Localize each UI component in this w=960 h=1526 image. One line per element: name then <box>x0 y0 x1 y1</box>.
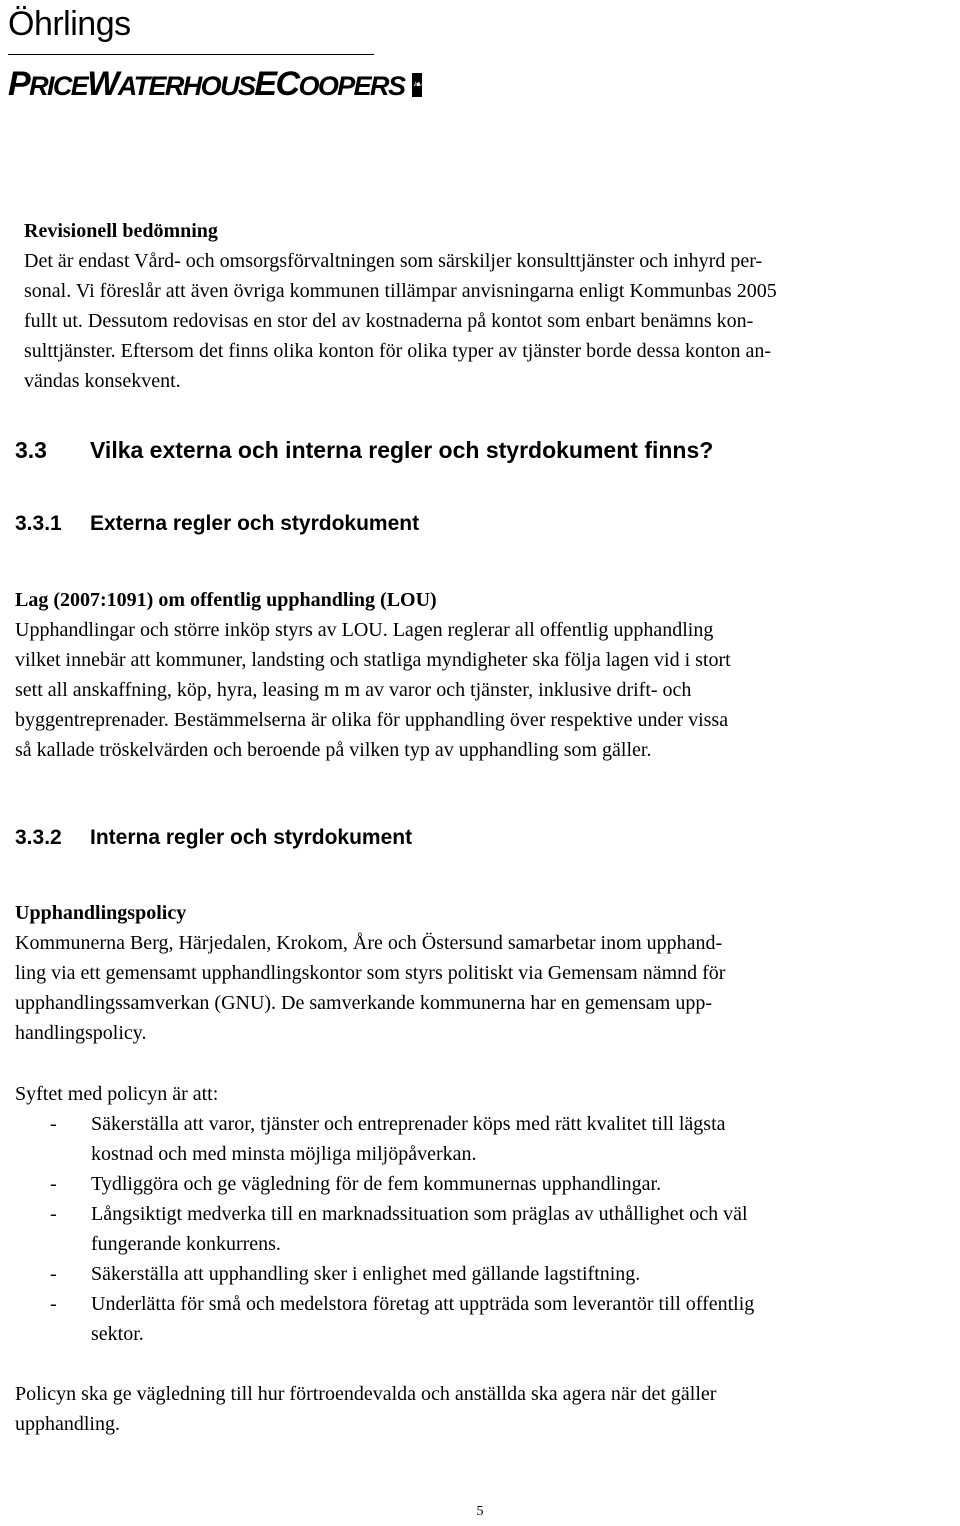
policy-section <box>15 898 915 1048</box>
list-dash: - <box>50 1203 57 1225</box>
list-item-line: Säkerställa att upphandling sker i enlighet med gällande lagstiftning. <box>91 1263 641 1285</box>
list-item-line: sektor. <box>91 1323 144 1345</box>
law-heading: Lag (2007:1091) om offentlig upphandling (LOU) <box>15 589 437 611</box>
policy-line: ling via ett gemensamt upphandlingskontor som styrs politiskt via Gemensam nämnd för <box>15 962 726 984</box>
lou-line: sett all anskaffning, köp, hyra, leasing m m av varor och tjänster, inklusive drift- och <box>15 679 692 701</box>
list-dash: - <box>50 1293 57 1315</box>
pwc-mark-icon: ❧ <box>412 73 421 97</box>
section-3-3-heading <box>15 437 713 464</box>
list-item-line: fungerande konkurrens. <box>91 1233 281 1255</box>
list-item <box>15 1169 915 1199</box>
pwc-logo-text: PRICEWATERHOUSECOOPERS <box>8 65 405 103</box>
policy-line: handlingspolicy. <box>15 1022 147 1044</box>
closing-line: Policyn ska ge vägledning till hur förtroendevalda och anställda ska agera när det gäller <box>15 1383 717 1405</box>
lou-line: så kallade tröskelvärden och beroende på vilken typ av upphandling som gäller. <box>15 739 652 761</box>
list-item-line: Säkerställa att varor, tjänster och entreprenader köps med rätt kvalitet till lägsta <box>91 1113 726 1135</box>
list-item-line: Långsiktigt medverka till en marknadssituation som präglas av uthållighet och väl <box>91 1203 748 1225</box>
page-number: 5 <box>476 1504 484 1519</box>
assessment-line: sulttjänster. Eftersom det finns olika konton för olika typer av tjänster borde dessa konton an- <box>24 340 772 362</box>
list-item <box>15 1259 915 1289</box>
purpose-list <box>15 1109 915 1349</box>
section-number: 3.3 <box>15 437 47 463</box>
section-3-3-1-heading <box>15 512 419 536</box>
policy-line: upphandlingssamverkan (GNU). De samverkande kommunerna har en gemensam upp- <box>15 992 713 1014</box>
assessment-heading: Revisionell bedömning <box>24 220 218 242</box>
list-item <box>15 1109 915 1169</box>
assessment-line: fullt ut. Dessutom redovisas en stor del av kostnaderna på kontot som enbart benämns kon- <box>24 310 754 332</box>
section-title: Vilka externa och interna regler och styrdokument finns? <box>90 437 714 463</box>
list-item-line: Underlätta för små och medelstora företag att uppträda som leverantör till offentlig <box>91 1293 755 1315</box>
policy-heading: Upphandlingspolicy <box>15 902 187 924</box>
lou-line: byggentreprenader. Bestämmelserna är olika för upphandling över respektive under vissa <box>15 709 729 731</box>
section-number: 3.3.1 <box>15 512 62 535</box>
lou-line: vilket innebär att kommuner, landsting och statliga myndigheter ska följa lagen vid i stort <box>15 649 731 671</box>
assessment-line: sonal. Vi föreslår att även övriga kommunen tillämpar anvisningarna enligt Kommunbas 2005 <box>24 280 777 302</box>
assessment-line: Det är endast Vård- och omsorgsförvaltningen som särskiljer konsulttjänster och inhyrd per- <box>24 250 763 272</box>
list-dash: - <box>50 1263 57 1285</box>
lou-line: Upphandlingar och större inköp styrs av LOU. Lagen reglerar all offentlig upphandling <box>15 619 714 641</box>
list-item-line: Tydliggöra och ge vägledning för de fem kommunernas upphandlingar. <box>91 1173 662 1195</box>
pwc-logo <box>8 65 422 103</box>
policy-line: Kommunerna Berg, Härjedalen, Krokom, Åre och Östersund samarbetar inom upphand- <box>15 932 723 954</box>
section-number: 3.3.2 <box>15 826 62 849</box>
closing-section <box>15 1379 915 1439</box>
assessment-line: vändas konsekvent. <box>24 370 181 392</box>
list-item <box>15 1199 915 1259</box>
list-dash: - <box>50 1173 57 1195</box>
ohrlings-logo: Öhrlings <box>8 5 131 43</box>
section-title: Externa regler och styrdokument <box>90 512 420 535</box>
list-item-line: kostnad och med minsta möjliga miljöpåverkan. <box>91 1143 477 1165</box>
list-item <box>15 1289 915 1349</box>
section-3-3-2-heading <box>15 826 412 850</box>
assessment-section <box>24 216 944 396</box>
section-title: Interna regler och styrdokument <box>90 826 413 849</box>
header-divider <box>8 54 374 55</box>
lou-section <box>15 585 915 765</box>
closing-line: upphandling. <box>15 1413 120 1435</box>
document-header <box>8 4 422 103</box>
purpose-intro: Syftet med policyn är att: <box>15 1083 219 1105</box>
list-dash: - <box>50 1113 57 1135</box>
purpose-section <box>15 1079 915 1349</box>
